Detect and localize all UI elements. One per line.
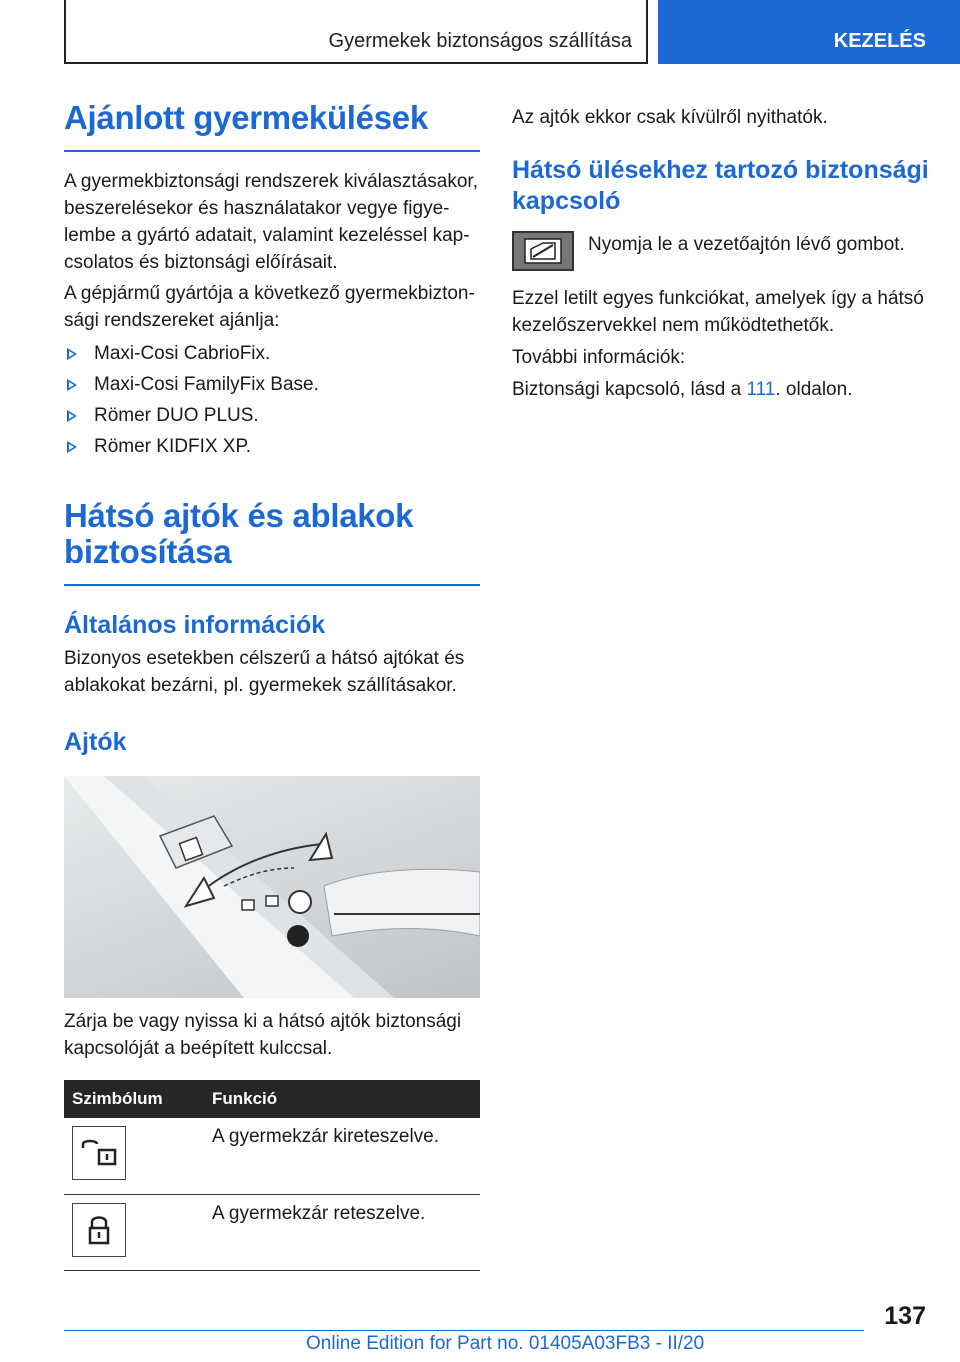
paragraph-selection: A gyermekbiztonsági rendszerek kiválasztásakor, beszerelésekor és használatakor vegye figyelembe a gyártó adatait, valamint kezeléssel kapcsolatos és biztonsági előírásait. (64, 171, 478, 273)
locked-child-lock-icon (72, 1203, 126, 1257)
symbol-table (64, 1080, 480, 1271)
function-cell: A gyermekzár kireteszelve. (204, 1118, 480, 1194)
door-lock-illustration (64, 776, 480, 998)
paragraph-disable: Ezzel letilt egyes funkciókat, amelyek így a hátsó kezelőszervekkel nem működtethetők. (512, 288, 924, 336)
page-number: 137 (884, 1302, 926, 1330)
heading-general-info: Általános információk (64, 611, 326, 639)
chapter-tab[interactable] (658, 0, 960, 64)
triangle-bullet-icon (67, 410, 77, 422)
page-link[interactable]: 111 (746, 379, 776, 400)
paragraph-manufacturer: A gépjármű gyártója a következő gyermekbiztonsági rendszereket ajánlja: (64, 283, 475, 331)
unlocked-child-lock-icon (72, 1126, 126, 1180)
list-item: Maxi-Cosi CabrioFix. (64, 338, 480, 369)
left-column (64, 100, 480, 1271)
seat-list (64, 338, 480, 462)
list-item: Maxi-Cosi FamilyFix Base. (64, 369, 480, 400)
list-item: Römer KIDFIX XP. (64, 431, 480, 462)
triangle-bullet-icon (67, 379, 77, 391)
edition-footer: Online Edition for Part no. 01405A03FB3 - II/20 (306, 1333, 705, 1354)
paragraph-doors-outside: Az ajtók ekkor csak kívülről nyithatók. (512, 107, 828, 128)
paragraph-general: Bizonyos esetekben célszerű a hátsó ajtókat és ablakokat bezárni, pl. gyermekek szállításakor. (64, 648, 465, 696)
footer-divider (64, 1330, 864, 1331)
heading-recommended-seats: Ajánlott gyermekülések (64, 100, 480, 152)
window-lock-button-icon (512, 231, 574, 271)
heading-rear-doors: Hátsó ajtók és ablakok biztosítása (64, 498, 480, 586)
heading-rear-safety-switch: Hátsó ülésekhez tartozó biztonsági kapcsoló (512, 156, 929, 215)
function-cell: A gyermekzár reteszelve. (204, 1194, 480, 1270)
triangle-bullet-icon (67, 441, 77, 453)
table-header-row (64, 1080, 480, 1118)
photo-caption: Zárja be vagy nyissa ki a hátsó ajtók biztonsági kapcsolóját a beépített kulccsal. (64, 1011, 462, 1059)
table-row (64, 1194, 480, 1270)
chapter-tab-label: KEZELÉS (833, 30, 926, 52)
section-title: Gyermekek biztonságos szállítása (328, 30, 632, 52)
list-item: Römer DUO PLUS. (64, 400, 480, 431)
instruction-block (512, 231, 932, 271)
running-header (64, 0, 648, 64)
right-column (512, 100, 932, 403)
heading-doors: Ajtók (64, 728, 127, 756)
table-row (64, 1118, 480, 1194)
triangle-bullet-icon (67, 348, 77, 360)
instruction-text: Nyomja le a vezetőajtón lévő gombot. (588, 234, 905, 255)
column-header-function: Funkció (204, 1080, 480, 1118)
column-header-symbol: Szimbólum (64, 1080, 204, 1118)
cross-reference: Biztonsági kapcsoló, lásd a 111. oldalon. (512, 379, 853, 400)
paragraph-more-info: További információk: (512, 347, 686, 368)
door-lock-photo (64, 776, 480, 998)
